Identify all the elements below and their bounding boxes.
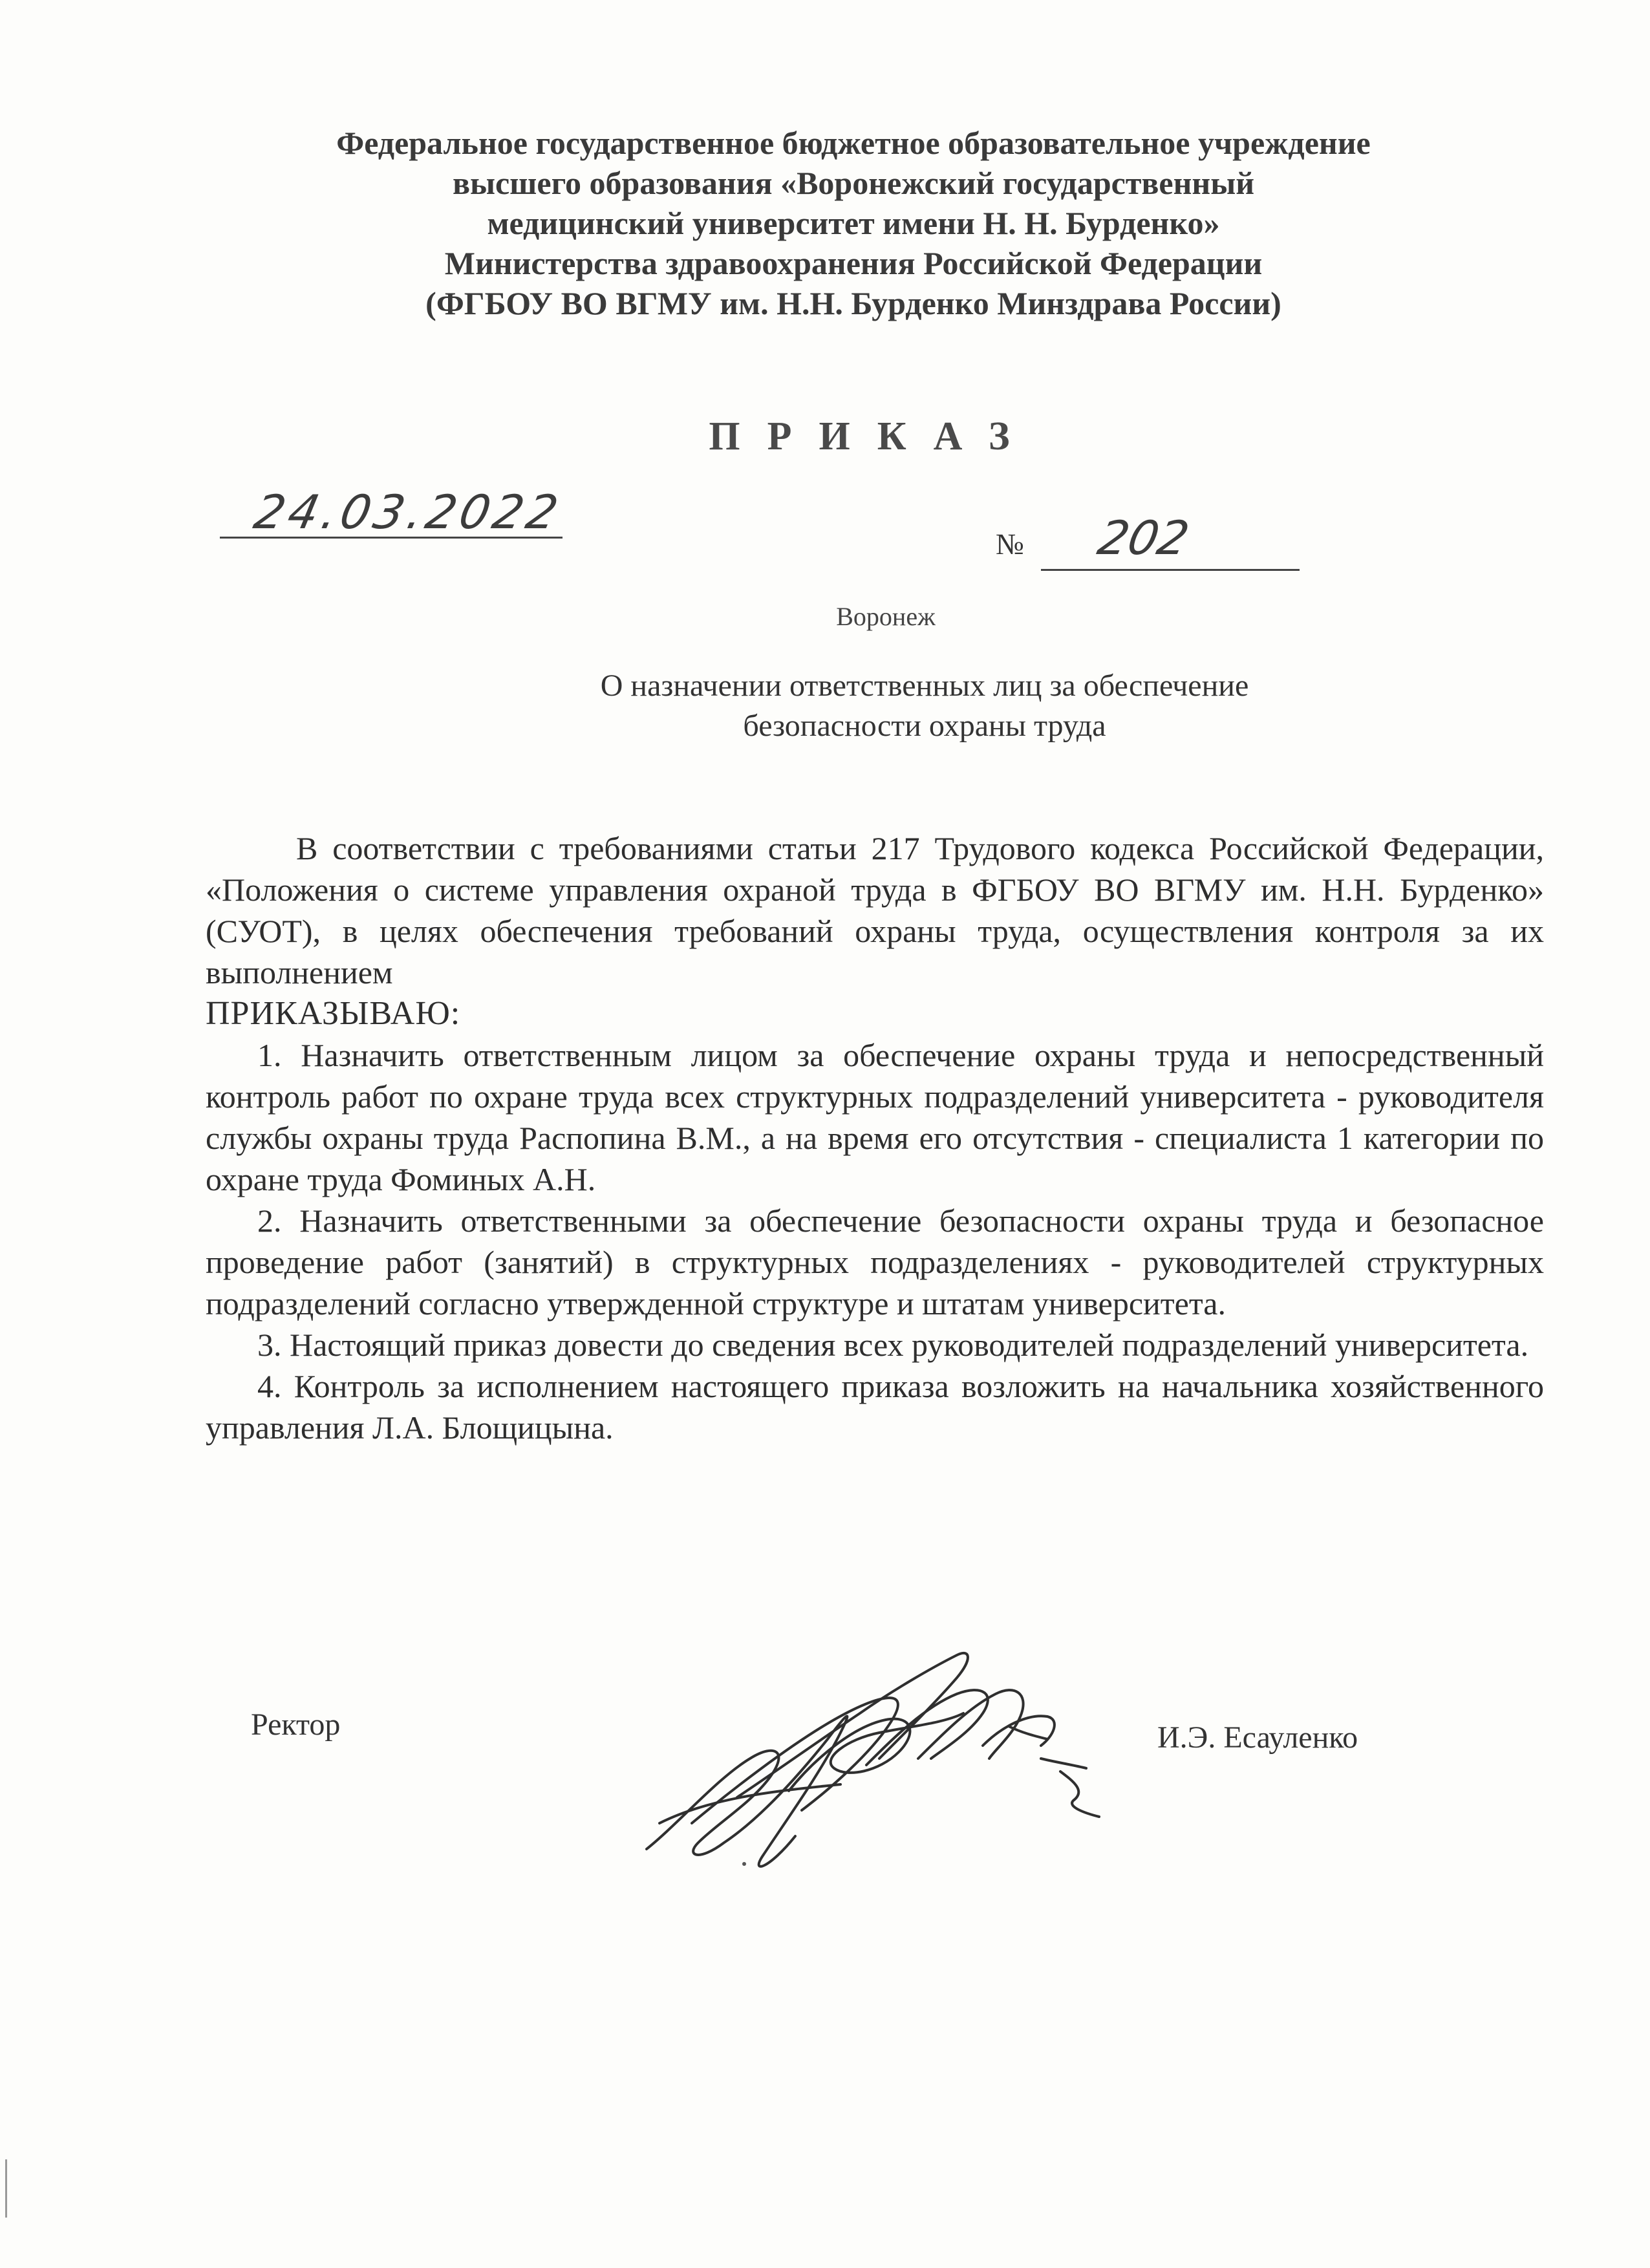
order-body	[206, 828, 1544, 1448]
organization-header	[246, 123, 1461, 323]
stray-dot	[742, 1862, 746, 1866]
number-underline	[1041, 569, 1300, 571]
preamble-paragraph: В соответствии с требованиями статьи 217 Трудового кодекса Российской Федерации, «Положения о системе управления охраной труда в ФГБОУ ВО ВГМУ им. Н.Н. Бурденко» (СУОТ), в целях обеспечения требований охраны труда, осуществления контроля за их выполнением	[206, 830, 1544, 990]
header-line-5: (ФГБОУ ВО ВГМУ им. Н.Н. Бурденко Минздрава России)	[425, 285, 1281, 321]
header-line-4: Министерства здравоохранения Российской Федерации	[444, 245, 1263, 281]
signatory-name: И.Э. Есауленко	[1157, 1720, 1358, 1755]
order-item-1: 1. Назначить ответственным лицом за обеспечение охраны труда и непосредственный контроль работ по охране труда всех структурных подразделений университета - руководителя службы охраны труда Распопина В.М., а на время его отсутствия - специалиста 1 категории по охране труда Фоминых А.Н.	[206, 1037, 1544, 1197]
handwritten-date: 24.03.2022	[250, 485, 567, 539]
subject-line-2: безопасности охраны труда	[743, 709, 1106, 743]
header-line-2: высшего образования «Воронежский государственный	[452, 165, 1255, 201]
order-subject	[453, 666, 1397, 746]
signatory-position: Ректор	[251, 1707, 341, 1742]
date-underline	[220, 537, 562, 539]
order-item-2: 2. Назначить ответственными за обеспечение безопасности охраны труда и безопасное проведение работ (занятий) в структурных подразделениях - руководителей структурных подразделений согласно утвержденной структуре и штатам университета.	[206, 1203, 1544, 1321]
handwritten-signature	[621, 1629, 1151, 1901]
scan-edge-mark	[5, 2159, 7, 2218]
subject-line-1: О назначении ответственных лиц за обеспечение	[600, 669, 1249, 703]
document-type-title: ПРИКАЗ	[709, 414, 1037, 458]
order-item-3: 3. Настоящий приказ довести до сведения всех руководителей подразделений университета.	[257, 1327, 1529, 1363]
handwritten-order-number: 202	[1093, 511, 1194, 565]
city-label: Воронеж	[836, 602, 936, 631]
number-label: №	[996, 528, 1024, 561]
order-word: ПРИКАЗЫВАЮ:	[206, 995, 461, 1032]
order-item-4: 4. Контроль за исполнением настоящего приказа возложить на начальника хозяйственного управления Л.А. Блощицына.	[206, 1368, 1544, 1446]
header-line-3: медицинский университет имени Н. Н. Бурденко»	[487, 205, 1220, 241]
header-line-1: Федеральное государственное бюджетное образовательное учреждение	[336, 125, 1371, 161]
